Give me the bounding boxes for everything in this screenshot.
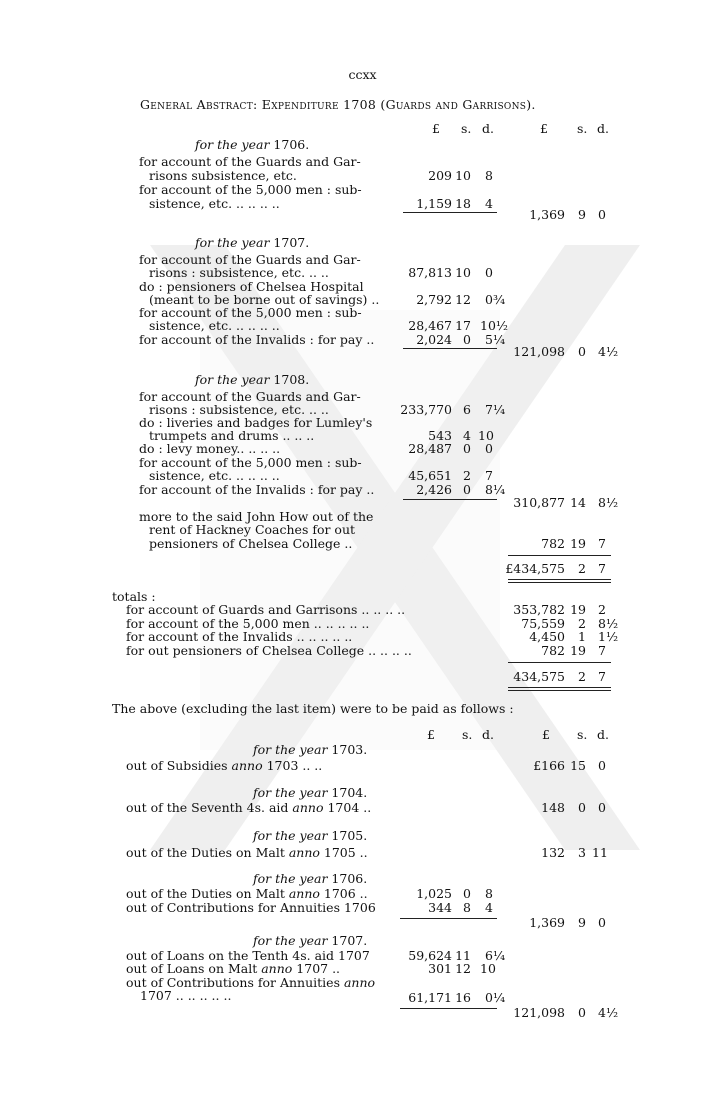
payment-pounds: 121,098 [513,1005,565,1020]
line-text: for account of the Invalids : for pay .. [139,482,375,497]
line-text: sistence, etc. .. .. .. .. [149,468,280,483]
amount-shillings: 18 [455,196,471,211]
amount-pounds: 45,651 [408,468,452,483]
header-shillings-4: s. [577,727,588,742]
payment-shillings: 0 [578,800,586,815]
for-the-year-label: for the year [195,137,270,152]
total-shillings: 14 [570,495,586,510]
total-pounds: 782 [541,536,565,551]
section-heading-1708 [195,373,309,387]
header-pounds-4: £ [542,727,550,742]
payment-line-text: 1705 .. [319,845,368,860]
totals-sum-shillings: 2 [578,669,586,684]
total-pence: 7 [598,536,606,551]
line-text: for account of the Invalids : for pay .. [139,332,375,347]
amount-pence: 0 [485,441,493,456]
total-pounds: 121,098 [513,344,565,359]
amount-pounds: 28,487 [408,441,452,456]
line-text: for account of the Guards and Gar- [139,389,361,404]
amount-pounds: 209 [428,168,452,183]
double-rule [508,687,611,691]
line-text: for account of the 5,000 men : sub- [139,305,362,320]
rule [403,348,497,349]
header-pence-2: d. [597,121,609,136]
payment-line-text: out of Loans on the Tenth 4s. aid 1707 [126,948,370,963]
rule [400,918,497,919]
amount-pence: 5¼ [485,332,506,347]
group-year: 1704. [331,785,368,800]
payment-heading-1704 [253,786,367,800]
totals-shillings: 19 [570,602,586,617]
anno-label: anno [292,800,324,815]
amount-shillings: 12 [455,961,471,976]
amount-shillings: 12 [455,292,471,307]
anno-label: anno [288,886,320,901]
amount-pounds: 233,770 [400,402,452,417]
amount-shillings: 6 [463,402,471,417]
amount-pence: 7 [485,468,493,483]
amount-pounds: 1,025 [416,886,452,901]
payment-line-text: out of the Duties on Malt [126,886,289,901]
for-the-year-label: for the year [195,235,270,250]
payment-pence: 0 [598,800,606,815]
totals-pounds: 782 [541,643,565,658]
line-text: risons : subsistence, etc. .. .. [149,265,329,280]
amount-shillings: 10 [455,265,471,280]
document-title [140,98,536,112]
amount-pounds: 344 [428,900,452,915]
line-text: (meant to be borne out of savings) .. [149,292,380,307]
payment-heading-1703 [253,743,367,757]
payment-line-text: 1707 .. [292,961,341,976]
amount-pence: 0 [485,265,493,280]
payment-shillings: 15 [570,758,586,773]
totals-shillings: 1 [578,629,586,644]
amount-pence: 0¼ [485,990,506,1005]
header-pence-4: d. [597,727,609,742]
rule [400,1008,497,1009]
totals-shillings: 2 [578,616,586,631]
amount-pounds: 2,024 [416,332,452,347]
line-text: for account of the Guards and Gar- [139,154,361,169]
line-text: pensioners of Chelsea College .. [149,536,353,551]
payment-line [126,759,322,773]
totals-heading: totals : [112,589,156,604]
line-text: trumpets and drums .. .. .. [149,428,315,443]
payment-line-text: out of Subsidies [126,758,232,773]
rule [508,555,611,556]
amount-pounds: 87,813 [408,265,452,280]
amount-pence: 8 [485,886,493,901]
totals-row-label: for account of Guards and Garrisons .. .. .. .. [126,602,406,617]
header-shillings-1: s. [461,121,472,136]
header-pounds-3: £ [427,727,435,742]
payment-line-text: 1707 .. .. .. .. .. [140,988,232,1003]
title-prefix: General Abstract: Expenditure [140,97,344,112]
payment-line-text: 1706 .. [319,886,368,901]
title-suffix: (Guards and Garrisons). [376,97,536,112]
section-year: 1706. [273,137,310,152]
payment-line-text: out of Contributions for Annuities [126,975,344,990]
payment-heading-1707 [253,934,367,948]
payment-pence: 0 [598,915,606,930]
section-heading-1707 [195,236,309,250]
line-text: for account of the 5,000 men : sub- [139,455,362,470]
totals-row-label: for account of the 5,000 men .. .. .. .. .. [126,616,370,631]
amount-shillings: 0 [463,482,471,497]
amount-pence: 8 [485,168,493,183]
amount-shillings: 2 [463,468,471,483]
total-pence: 8½ [598,495,619,510]
line-text: more to the said John How out of the [139,509,374,524]
rule [403,212,497,213]
grand-total-pence: 7 [598,561,606,576]
totals-pounds: 4,450 [529,629,565,644]
line-text: do : liveries and badges for Lumley's [139,415,373,430]
totals-pence: 2 [598,602,606,617]
totals-pounds: 75,559 [521,616,565,631]
amount-pence: 10 [478,428,494,443]
line-text: sistence, etc. .. .. .. .. [149,196,280,211]
amount-pounds: 59,624 [408,948,452,963]
totals-sum-pounds: 434,575 [513,669,565,684]
amount-pounds: 543 [428,428,452,443]
amount-shillings: 10 [455,168,471,183]
payment-line [126,887,368,901]
header-pounds-1: £ [432,121,440,136]
payment-shillings: 3 [578,845,586,860]
line-text: do : pensioners of Chelsea Hospital [139,279,364,294]
rule [403,499,497,500]
for-the-year-label: for the year [253,871,328,886]
line-text: rent of Hackney Coaches for out [149,522,356,537]
for-the-year-label: for the year [253,785,328,800]
amount-shillings: 0 [463,441,471,456]
totals-pounds: 353,782 [513,602,565,617]
payment-pence: 0 [598,758,606,773]
title-year: 1708 [343,97,377,112]
amount-pence: 8¼ [485,482,506,497]
amount-pounds: 1,159 [416,196,452,211]
line-text: for account of the Guards and Gar- [139,252,361,267]
amount-pence: 0¾ [485,292,506,307]
payment-line-text: 1703 .. .. [262,758,323,773]
for-the-year-label: for the year [195,372,270,387]
amount-pence: 10½ [480,318,509,333]
totals-pence: 1½ [598,629,619,644]
header-shillings-3: s. [462,727,473,742]
totals-pence: 7 [598,643,606,658]
payment-shillings: 9 [578,915,586,930]
anno-label: anno [288,845,320,860]
section-year: 1708. [273,372,310,387]
line-text: for account of the 5,000 men : sub- [139,182,362,197]
amount-shillings: 17 [455,318,471,333]
amount-pounds: 28,467 [408,318,452,333]
totals-row-label: for account of the Invalids .. .. .. .. .. [126,629,353,644]
header-pounds-2: £ [540,121,548,136]
payment-pounds: 132 [541,845,565,860]
amount-shillings: 16 [455,990,471,1005]
header-pence-3: d. [482,727,494,742]
amount-pence: 4 [485,900,493,915]
amount-shillings: 0 [463,332,471,347]
amount-pounds: 2,792 [416,292,452,307]
total-pounds: 310,877 [513,495,565,510]
total-shillings: 19 [570,536,586,551]
line-text: sistence, etc. .. .. .. .. [149,318,280,333]
header-pence-1: d. [482,121,494,136]
total-pence: 4½ [598,344,619,359]
amount-shillings: 0 [463,886,471,901]
anno-label: anno [343,975,376,990]
amount-shillings: 8 [463,900,471,915]
line-text: risons subsistence, etc. [149,168,297,183]
amount-pounds: 301 [428,961,452,976]
totals-row-label: for out pensioners of Chelsea College .. .. .. .. [126,643,412,658]
amount-pounds: 61,171 [408,990,452,1005]
payment-line [126,801,371,815]
payment-line-text: 1704 .. [323,800,372,815]
payment-line-text: out of the Duties on Malt [126,845,289,860]
payment-line [126,962,340,976]
section-heading-1706 [195,138,309,152]
anno-label: anno [261,961,293,976]
group-year: 1707. [331,933,368,948]
grand-total-shillings: 2 [578,561,586,576]
total-pence: 0 [598,207,606,222]
amount-pence: 7¼ [485,402,506,417]
payment-line-text: out of the Seventh 4s. aid [126,800,293,815]
amount-shillings: 4 [463,428,471,443]
for-the-year-label: for the year [253,828,328,843]
payment-shillings: 0 [578,1005,586,1020]
for-the-year-label: for the year [253,933,328,948]
amount-pence: 10 [480,961,496,976]
group-year: 1703. [331,742,368,757]
line-text: do : levy money.. .. .. .. [139,441,281,456]
line-text: risons : subsistence, etc. .. .. [149,402,329,417]
grand-total-pounds: £434,575 [505,561,565,576]
payment-line-text: out of Loans on Malt [126,961,262,976]
payment-pounds: £166 [533,758,565,773]
group-year: 1705. [331,828,368,843]
payment-heading-1705 [253,829,367,843]
payment-line [126,846,368,860]
payment-line-text: out of Contributions for Annuities 1706 [126,900,376,915]
section-year: 1707. [273,235,310,250]
rule [508,662,611,663]
payment-pounds: 148 [541,800,565,815]
totals-pence: 8½ [598,616,619,631]
total-shillings: 9 [578,207,586,222]
total-shillings: 0 [578,344,586,359]
double-rule [508,579,611,583]
payment-pence: 11 [592,845,608,860]
group-year: 1706. [331,871,368,886]
amount-pence: 4 [485,196,493,211]
page-number: ccxx [348,67,377,82]
amount-shillings: 11 [455,948,471,963]
header-shillings-2: s. [577,121,588,136]
anno-label: anno [231,758,263,773]
total-pounds: 1,369 [529,207,565,222]
payments-intro: The above (excluding the last item) were to be paid as follows : [112,701,514,716]
payment-pence: 4½ [598,1005,619,1020]
amount-pence: 6¼ [485,948,506,963]
amount-pounds: 2,426 [416,482,452,497]
totals-sum-pence: 7 [598,669,606,684]
totals-shillings: 19 [570,643,586,658]
payment-heading-1706 [253,872,367,886]
payment-pounds: 1,369 [529,915,565,930]
for-the-year-label: for the year [253,742,328,757]
